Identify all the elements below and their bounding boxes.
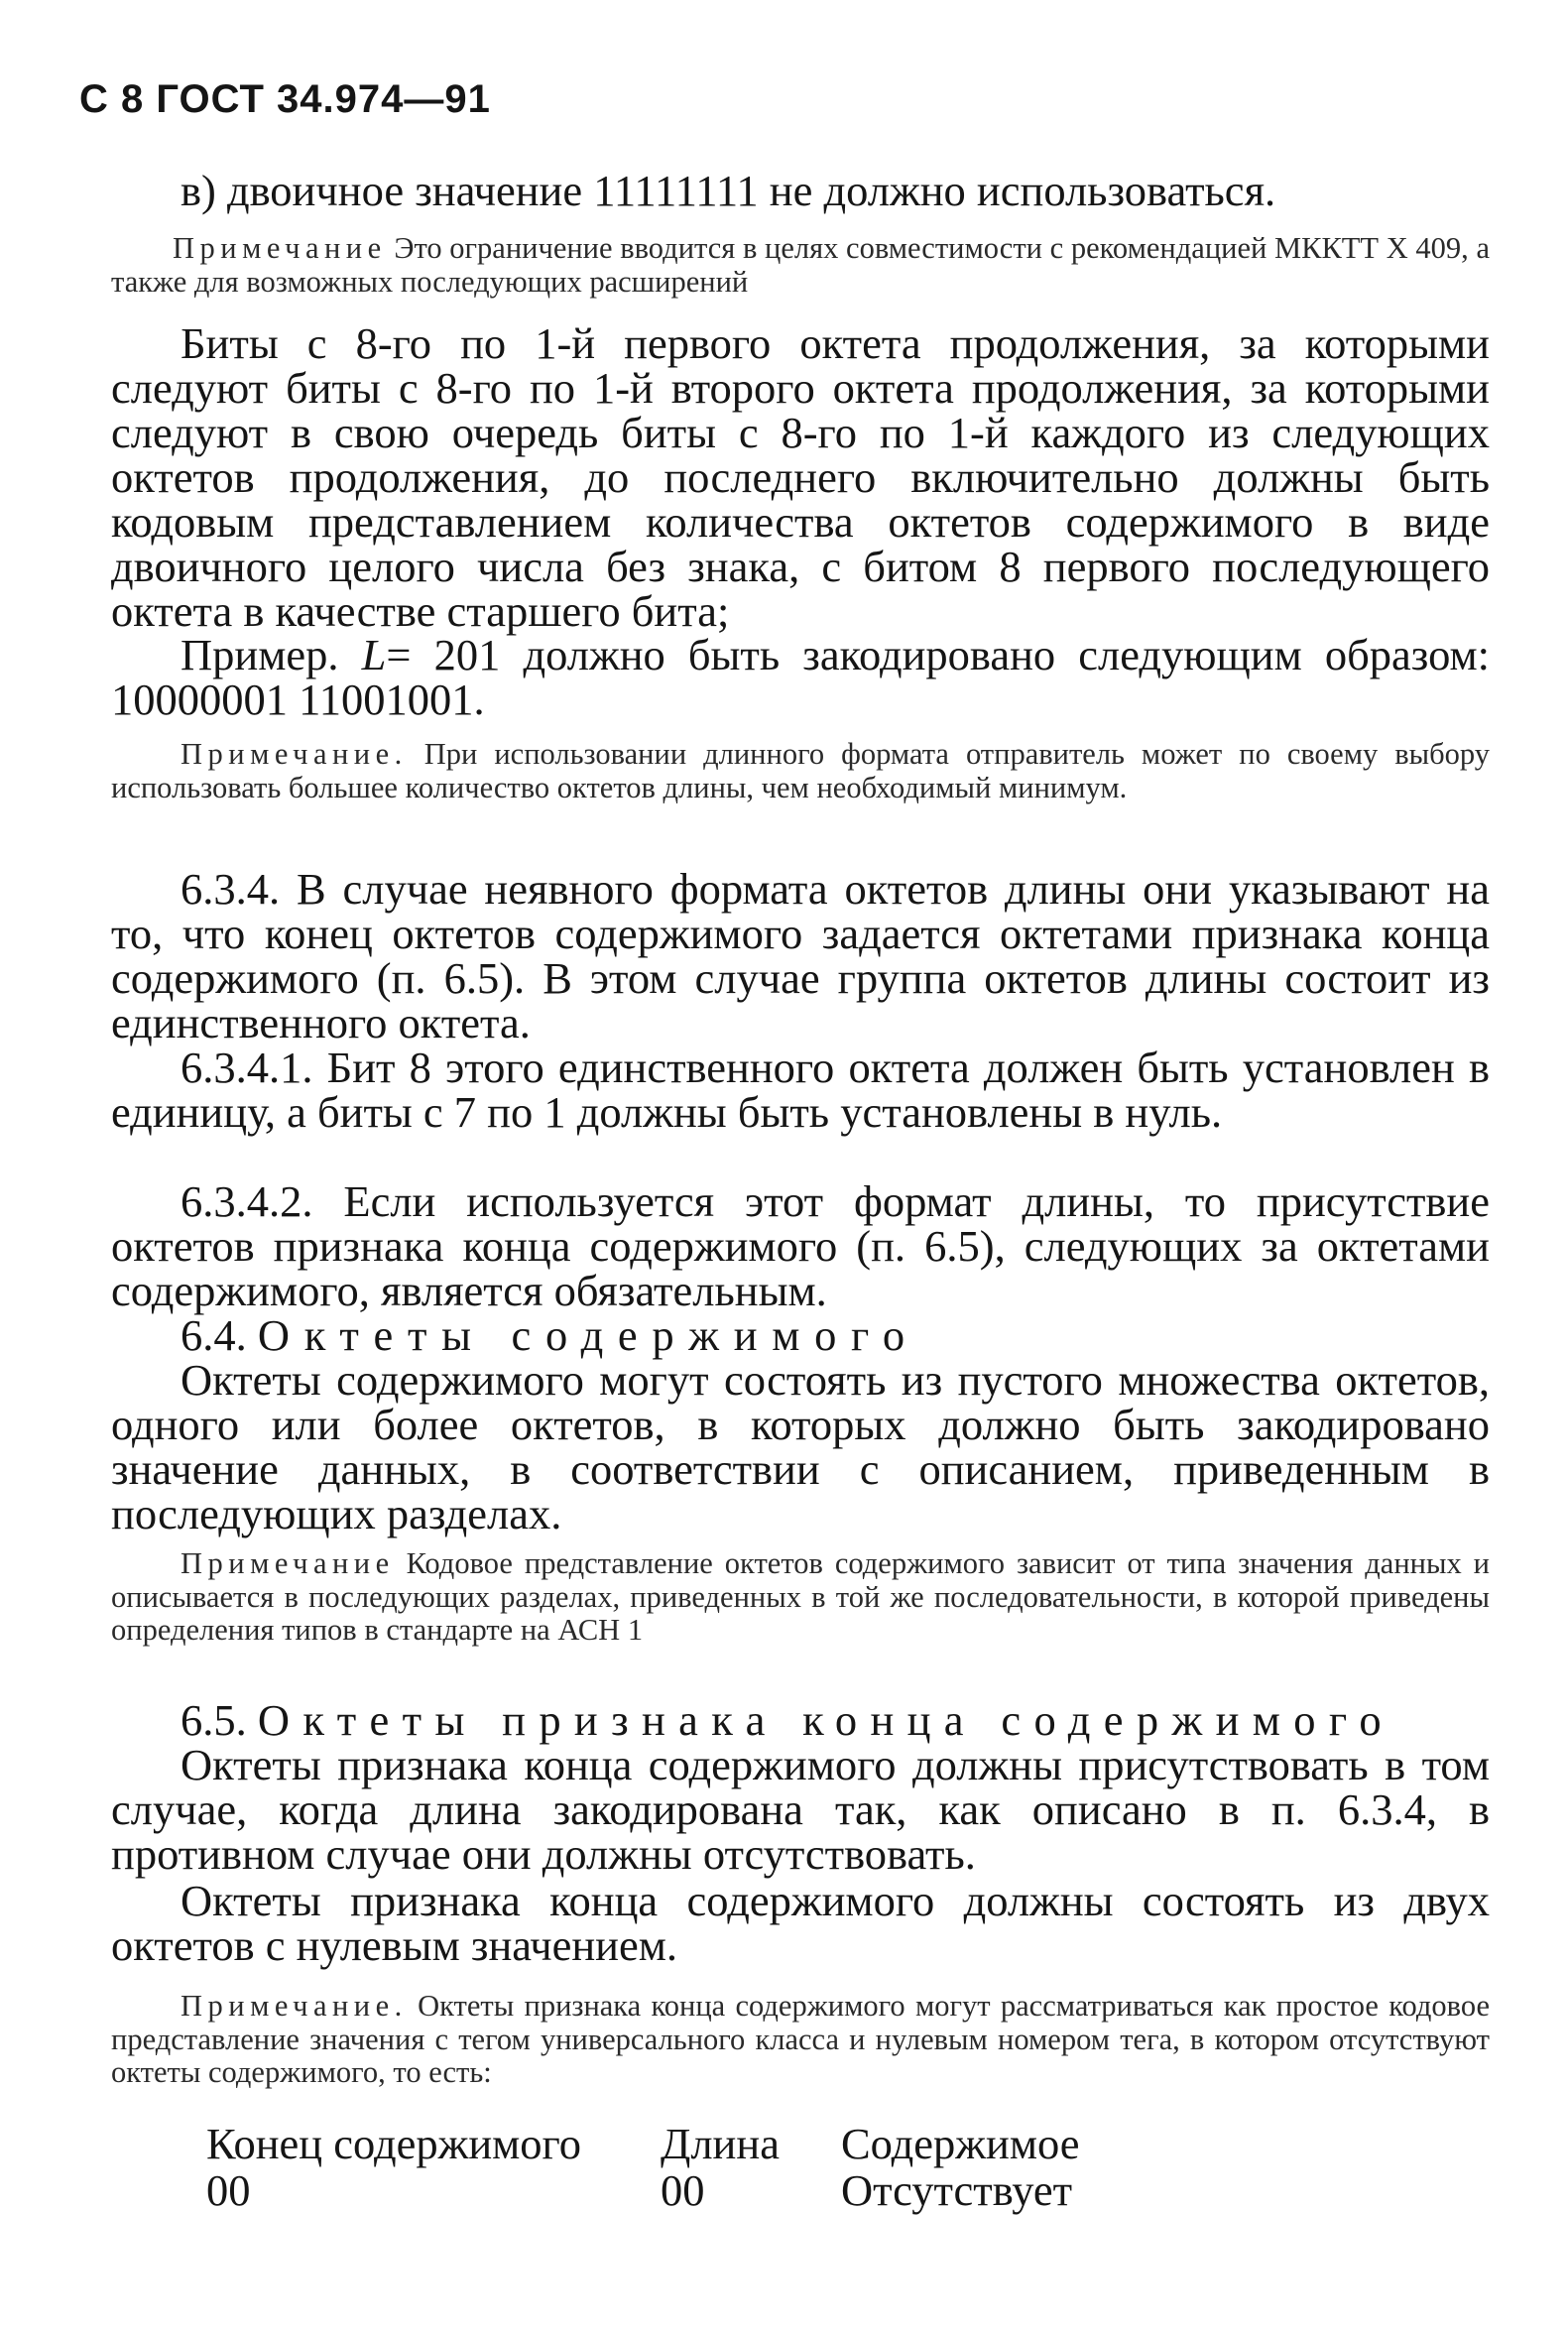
table-header-cell: Содержимое bbox=[841, 2119, 1080, 2168]
table-cell: Отсутствует bbox=[841, 2165, 1073, 2215]
note-text: Это ограничение вводится в целях совместимости с рекомендацией МККТТ Х 409, а также для возможных последующих расширений bbox=[111, 231, 1490, 299]
paragraph-example bbox=[111, 630, 1491, 724]
section-heading-6-4 bbox=[111, 1310, 1490, 1360]
note-1 bbox=[111, 232, 1490, 299]
note-label: Примечание bbox=[181, 1546, 395, 1580]
table-cell: 00 bbox=[206, 2165, 251, 2215]
table-header-cell: Длина bbox=[661, 2119, 780, 2168]
table-header-cell: Конец содержимого bbox=[206, 2119, 581, 2168]
note-4 bbox=[111, 1990, 1490, 2090]
section-title: Октеты содержимого bbox=[257, 1310, 919, 1360]
example-prefix: Пример. bbox=[181, 630, 339, 679]
paragraph-6-3-4-1: 6.3.4.1. Бит 8 этого единственного октета должен быть установлен в единицу, а биты с 7 по 1 должны быть установлены в нуль. bbox=[111, 1043, 1490, 1137]
paragraph-continuation-octets: Биты с 8-го по 1-й первого октета продолжения, за которыми следуют биты с 8-го по 1-й второго октета продолжения, за которыми следуют в свою очередь биты с 8-го по 1-й каждого из следующих октетов продолжения, до последнего включительно должны быть кодовым представлением количества октетов содержимого в виде двоичного целого числа без знака, с битом 8 первого последующего октета в качестве старшего бита; bbox=[111, 318, 1490, 636]
note-text: Кодовое представление октетов содержимого зависит от типа значения данных и описывается в последующих разделах, приведенных в той же последовательности, в которой приведены определения типов в стандарте на АСН 1 bbox=[111, 1546, 1490, 1647]
note-label: Примечание. bbox=[181, 1989, 408, 2023]
table-cell: 00 bbox=[661, 2165, 705, 2215]
paragraph-eoc-structure: Октеты признака конца содержимого должны состоять из двух октетов с нулевым значением. bbox=[111, 1876, 1490, 1970]
paragraph-content-octets: Октеты содержимого могут состоять из пустого множества октетов, одного или более октетов, в которых должно быть закодировано значение данных, в соответствии с описанием, приведенным в последующих разделах. bbox=[111, 1355, 1490, 1538]
paragraph-eoc-presence: Октеты признака конца содержимого должны присутствовать в том случае, когда длина закодирована так, как описано в п. 6.3.4, в противном случае они должны отсутствовать. bbox=[111, 1740, 1490, 1879]
note-label: Примечание. bbox=[181, 737, 408, 771]
paragraph-6-3-4: 6.3.4. В случае неявного формата октетов длины они указывают на то, что конец октетов содержимого задается октетами признака конца содержимого (п. 6.5). В этом случае группа октетов длины состоит из единственного октета. bbox=[111, 864, 1490, 1047]
section-title: Октеты признака конца содержимого bbox=[257, 1695, 1394, 1745]
note-text: При использовании длинного формата отправитель может по своему выбору использовать большее количество октетов длины, чем необходимый минимум. bbox=[111, 737, 1491, 804]
note-text: Октеты признака конца содержимого могут рассматриваться как простое кодовое представление значения с тегом универсального класса и нулевым номером тега, в котором отсутствуют октеты содержимого, то есть: bbox=[111, 1989, 1490, 2089]
note-label: Примечание bbox=[173, 231, 387, 265]
page-header: С 8 ГОСТ 34.974—91 bbox=[79, 77, 491, 121]
note-3 bbox=[111, 1547, 1490, 1648]
paragraph-6-3-4-2: 6.3.4.2. Если используется этот формат длины, то присутствие октетов признака конца содержимого (п. 6.5), следующих за октетами содержимого, является обязательным. bbox=[111, 1176, 1490, 1315]
section-number: 6.5. bbox=[181, 1695, 247, 1745]
example-text: = 201 должно быть закодировано следующим образом: 10000001 11001001. bbox=[111, 630, 1491, 724]
example-variable: L bbox=[361, 630, 387, 679]
paragraph-item-v: в) двоичное значение 11111111 не должно использоваться. bbox=[181, 166, 1276, 215]
note-2 bbox=[111, 738, 1490, 804]
section-heading-6-5 bbox=[111, 1695, 1490, 1745]
section-number: 6.4. bbox=[181, 1310, 247, 1360]
